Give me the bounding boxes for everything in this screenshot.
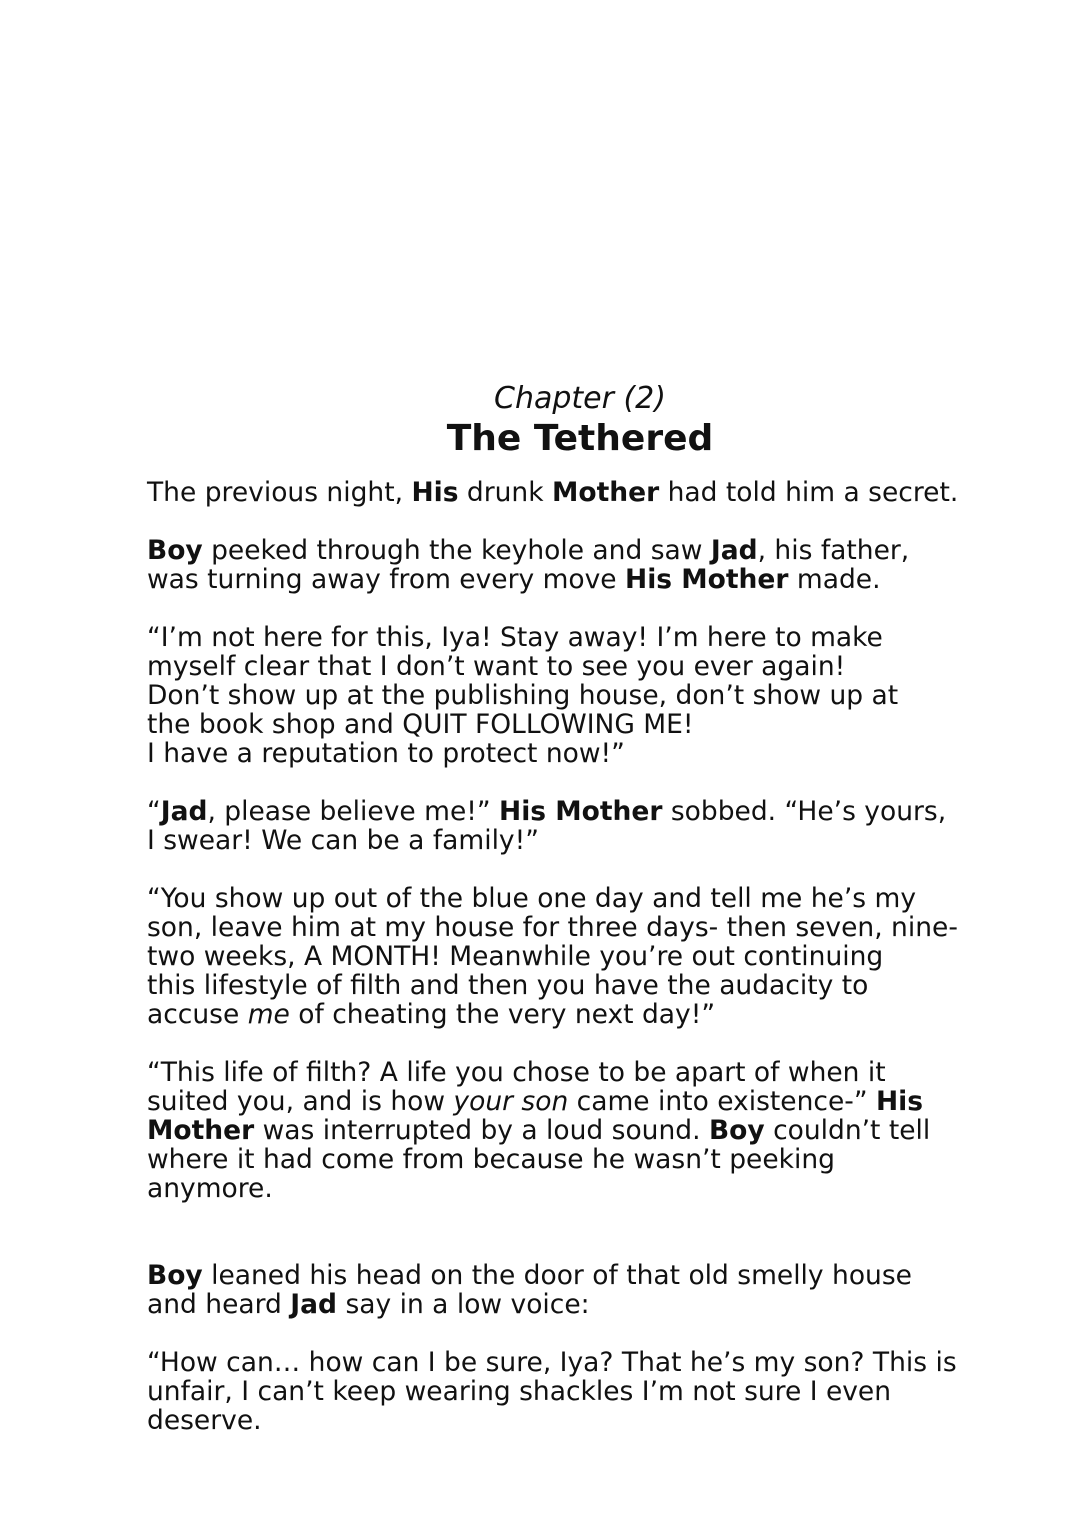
bold-run: His Mother [147, 1086, 924, 1146]
paragraph [147, 797, 1027, 855]
bold-run: His Mother [625, 564, 789, 595]
text-run: “You show up out of the blue one day and tell me he’s my son, leave him at my house for three days- then seven, nine- two weeks, A MONTH! Meanwhile you’re out continuing this lifestyle of filth and then you have the audacity to accuse [147, 883, 958, 1030]
text-run: , his father, was turning away from every move [147, 535, 910, 595]
chapter-title: The Tethered [446, 418, 714, 459]
paragraph [147, 884, 1027, 1029]
chapter-header [0, 380, 1080, 460]
italic-run: your son [453, 1086, 569, 1117]
paragraph [147, 478, 1027, 507]
text-run: came into existence-” [568, 1086, 876, 1117]
bold-run: Boy [147, 535, 203, 566]
paragraph [147, 1348, 1027, 1435]
bold-run: Boy [147, 1260, 203, 1291]
text-run: leaned his head on the door of that old smelly house and heard [147, 1260, 912, 1320]
paragraph [147, 1058, 1027, 1203]
italic-run: me [247, 999, 290, 1030]
bold-run: His Mother [499, 796, 663, 827]
bold-run: Boy [708, 1115, 765, 1146]
bold-run: Mother [552, 477, 660, 508]
text-run: of cheating the very next day!” [289, 999, 716, 1030]
text-run: say in a low voice: [337, 1289, 590, 1320]
text-run: The previous night, [147, 477, 412, 508]
text-run: sobbed. “He’s yours, I swear! We can be a family!” [147, 796, 947, 856]
bold-run: Jad [290, 1289, 338, 1320]
text-run: , please believe me!” [207, 796, 500, 827]
text-run: was interrupted by a loud sound. [254, 1115, 709, 1146]
text-run: made. [788, 564, 881, 595]
text-run: “ [147, 796, 161, 827]
text-run: peeked through the keyhole and saw [202, 535, 711, 566]
bold-run: His [411, 477, 459, 508]
chapter-body [147, 478, 1027, 1464]
text-run: “How can… how can I be sure, Iya? That he’s my son? This is unfair, I can’t keep wearing shackles I’m not sure I even deserve. [147, 1347, 957, 1436]
text-run: couldn’t tell where it had come from because he wasn’t peeking anymore. [147, 1115, 931, 1204]
bold-run: Jad [160, 796, 208, 827]
paragraph [147, 536, 1027, 594]
bold-run: Jad [710, 535, 758, 566]
paragraph [147, 1261, 1027, 1319]
text-run: drunk [458, 477, 553, 508]
chapter-number: Chapter (2) [494, 381, 666, 416]
paragraph [147, 623, 1027, 768]
text-run: “I’m not here for this, Iya! Stay away! I’m here to make myself clear that I don’t want to see you ever again! Don’t show up at the publishing house, don’t show up at the book shop and QUIT FOLLOWING ME! I have a reputation to protect now!” [147, 622, 899, 769]
text-run: “This life of filth? A life you chose to be apart of when it suited you, and is how [147, 1057, 886, 1117]
text-run: had told him a secret. [659, 477, 959, 508]
